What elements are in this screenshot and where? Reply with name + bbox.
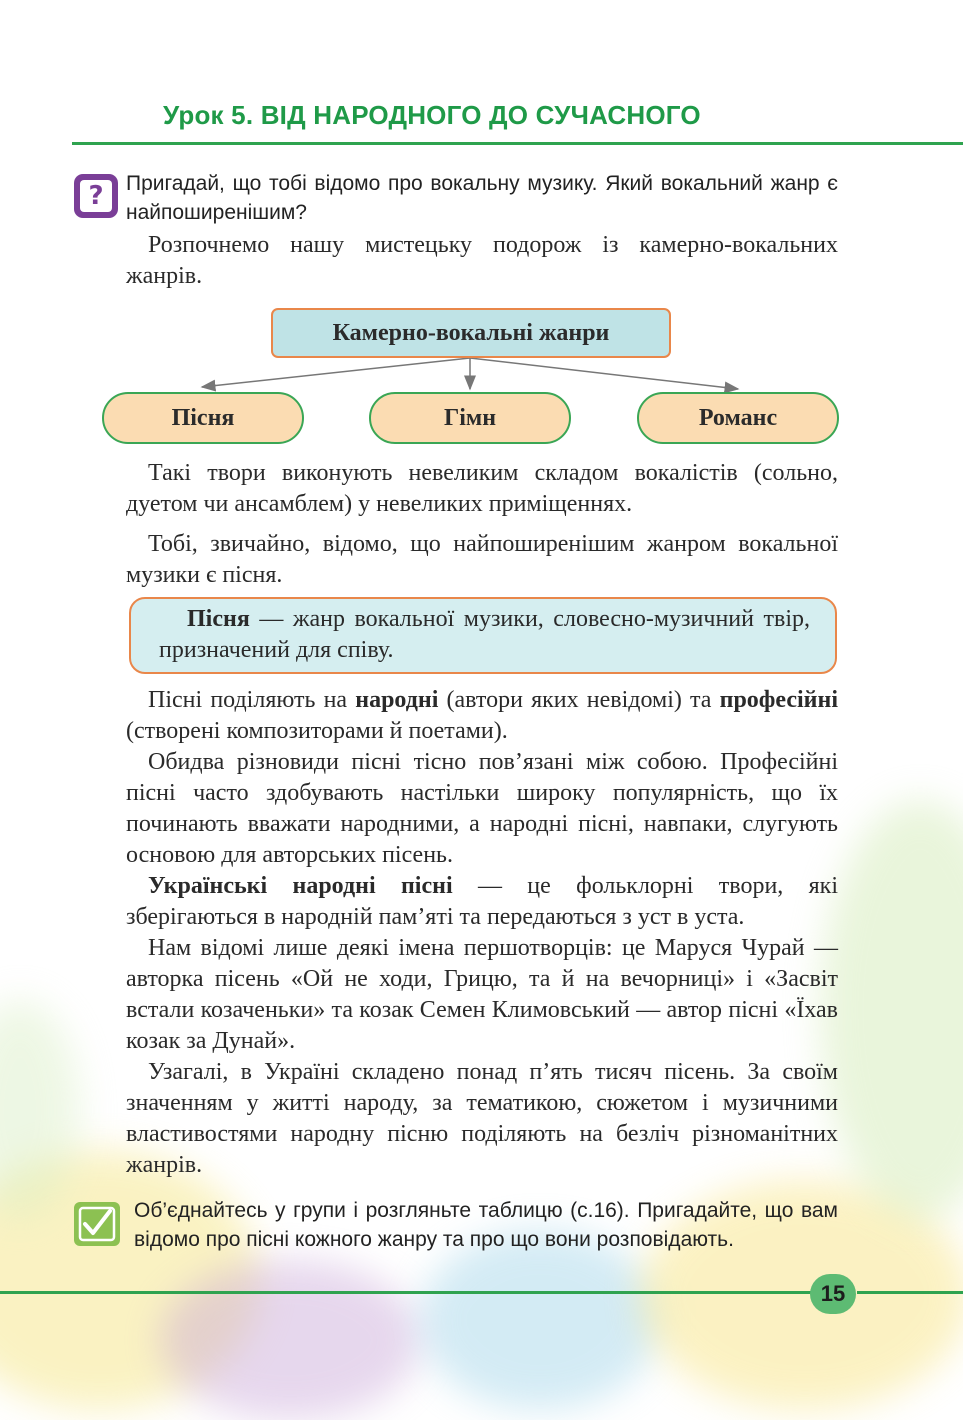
text-run: (автори яких невідомі) та	[438, 687, 720, 713]
text-run: Пісні поділяють на	[148, 687, 356, 713]
text-run: — це фольклорні твори, які зберігаються в народній пам’яті та передаються з уст в уста.	[126, 873, 838, 930]
diagram-arrows	[0, 0, 963, 460]
footer-divider	[857, 1291, 963, 1294]
bold-term-ukrainian-folk: Українські народні пісні	[148, 873, 453, 899]
group-task-text: Об’єднайтесь у групи і розгляньте таблицю (с.16). Пригадайте, що вам відомо про пісні кожного жанру та про що вони розповідають.	[134, 1199, 838, 1251]
arrow-to-romance	[470, 358, 738, 389]
lesson-title: Урок 5. ВІД НАРОДНОГО ДО СУЧАСНОГО	[163, 100, 701, 130]
paragraph-small-groups: Такі твори виконують невеликим складом вокалістів (сольно, дуетом чи ансамблем) у невеликих приміщеннях.	[126, 460, 838, 517]
genre-romance: Романс	[637, 392, 839, 444]
paint-splash-decoration	[420, 1230, 660, 1410]
definition-term: Пісня	[187, 606, 250, 632]
paint-splash-decoration	[160, 1260, 420, 1420]
paragraph-song-common: Тобі, звичайно, відомо, що найпоширенішим жанром вокальної музики є пісня.	[126, 531, 838, 588]
question-glyph: ?	[80, 180, 112, 212]
bold-term-folk: народні	[355, 687, 439, 713]
paragraph-names: Нам відомі лише деякі імена першотворців: це Маруся Чурай — авторка пісень «Ой не ходи, Грицю, та й на вечорниці» і «Засвіт встали козаченьки» та козак Семен Климовський — автор пісні «Їхав козак за Дунай».	[126, 935, 838, 1054]
footer-divider	[0, 1291, 820, 1294]
definition-box	[129, 597, 837, 674]
check-icon	[74, 1202, 120, 1246]
page-number: 15	[810, 1274, 856, 1314]
paragraph-folk-songs	[126, 871, 838, 933]
paragraph-total: Узагалі, в Україні складено понад п’ять тисяч пісень. За своїм значенням у житті народу, за тематикою, сюжетом і музичними властивостями народну пісню поділяють на безліч різноманітних жанрів.	[126, 1059, 838, 1178]
genre-hymn: Гімн	[369, 392, 571, 444]
question-text: Пригадай, що тобі відомо про вокальну музику. Який вокальний жанр є найпоширенішим?	[126, 172, 838, 224]
intro-paragraph: Розпочнемо нашу мистецьку подорож із камерно-вокальних жанрів.	[126, 232, 838, 289]
genre-song: Пісня	[102, 392, 304, 444]
arrow-to-song	[202, 358, 470, 387]
diagram-root: Камерно-вокальні жанри	[271, 308, 671, 358]
definition-text	[159, 604, 810, 666]
paragraph-related: Обидва різновиди пісні тісно пов’язані між собою. Професійні пісні часто здобувають настільки широку популярність, що їх починають вважати народними, а народні пісні, навпаки, слугують основою для авторських пісень.	[126, 749, 838, 868]
paragraph-division	[126, 685, 838, 747]
text-run: (створені композиторами й поетами).	[126, 718, 508, 744]
paint-splash-decoration	[820, 800, 963, 1220]
bold-term-professional: професійні	[719, 687, 838, 713]
definition-body: — жанр вокальної музики, словесно-музичний твір, призначений для співу.	[159, 606, 810, 663]
